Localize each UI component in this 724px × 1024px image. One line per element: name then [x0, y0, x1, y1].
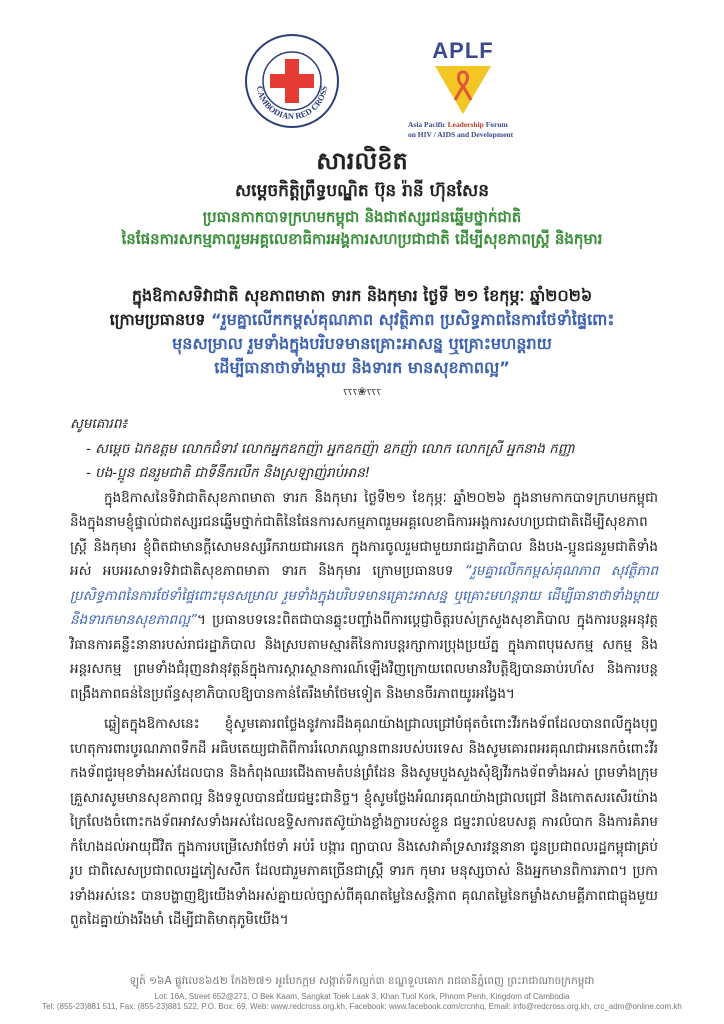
letter-title: សារលិខិត [316, 147, 408, 175]
aplf-ribbon-icon [433, 64, 493, 116]
paragraph-1: ក្នុងឱកាសនៃទិវាជាតិសុខភាពមាតា ទារក និងកុមារ ថ្ងៃទី២១ ខែកុម្ភៈ ឆ្នាំ២០២៦ ក្នុងនាមកាកបាទក្រហមកម្ពុជា និងក្នុងនាមខ្ញុំផ្ទាល់ជាឥស្សរជនឆ្នើមថ្នាក់ជាតិនៃផែនការសកម្មភាពរួមអគ្គលេខាធិការអង្គការសហប្រជាជាតិដើម្បីសុខភាពស្ត្រី និងកុមារ ខ្ញុំពិតជាមានក្ដីសោមនស្សរីករាយជាអនេក ក្នុងការចូលរួមជាមួយរាជរដ្ឋាភិបាល និងបង-ប្អូនជនរួមជាតិទាំងអស់ អបអរសាទរទិវាជាតិសុខភាពមាតា ទារក និងកុមារ ក្រោមប្រធានបទ “រួមគ្នាលើកកម្ពស់គុណភាព សុវត្ថិភាព ប្រសិទ្ធភាពនៃការថែទាំផ្ទៃពោះមុនសម្រាល រួមទាំងក្នុងបរិបទមានគ្រោះអាសន្ន ឬគ្រោះមហន្តរាយ ដើម្បីធានាថាទាំងម្ដាយ និងទារកមានសុខភាពល្អ”។ ប្រធានបទនេះពិតជាបានឆ្លុះបញ្ចាំងពីការប្ដេជ្ញាចិត្តរបស់ក្រសួងសុខាភិបាល ក្នុងការបន្តអនុវត្តវិធានការគន្លឹះនានារបស់រាជរដ្ឋាភិបាល និងស្របតាមស្មារតីនៃការបន្តរក្សាការប្រុងប្រយ័ត្ន ក្នុងភាពបុរេសកម្ម សកម្ម និងអន្តរសកម្ម ព្រមទាំងជំរុញនវានុវត្តន៍ក្នុងការស្ដារស្ថានការណ៍ឡើងវិញក្រោយពេលមានវិបត្តិឱ្យបានឆាប់រហ័ស និងការបន្តពង្រឹងភាពធន់នៃប្រព័ន្ធសុខាភិបាលឱ្យបានកាន់តែរឹងមាំថែមទៀត និងមានចីរភាពយូរអង្វែង។ [70, 489, 658, 702]
author-position: ប្រធានកាកបាទក្រហមកម្ពុជា និងជាឥស្សរជនឆ្នើមថ្នាក់ជាតិ នៃផែនការសកម្មភាពរួមអគ្គលេខាធិការអង្គការសហប្រជាជាតិ ដើម្បីសុខភាពស្ត្រី និងកុមារ [121, 208, 603, 248]
svg-text:CAMBODIAN RED CROSS: CAMBODIAN RED CROSS [254, 85, 329, 122]
letter-body [70, 412, 658, 933]
aplf-logo [398, 38, 528, 140]
greeting-item: - សម្ដេច ឯកឧត្តម លោកជំទាវ លោកអ្នកឧកញ៉ា អ្នកឧកញ៉ា ឧកញ៉ា លោក លោកស្រី អ្នកនាង កញ្ញា [86, 437, 658, 462]
occasion-heading: ក្នុងឱកាសទិវាជាតិ សុខភាពមាតា ទារក និងកុមារ ថ្ងៃទី ២១ ខែកុម្ភៈ ឆ្នាំ២០២៦ ក្រោមប្រធានបទ “រួមគ្នាលើកកម្ពស់គុណភាព សុវត្ថិភាព ប្រសិទ្ធភាពនៃការថែទាំផ្ទៃពោះ មុនសម្រាល រួមទាំងក្នុងបរិបទមានគ្រោះអាសន្ន ឬគ្រោះមហន្តរាយ ដើម្បីធានាថាទាំងម្ដាយ និងទារក មានសុខភាពល្អ” [109, 286, 615, 377]
paragraph-2: ឆ្លៀតក្នុងឱកាសនេះ ខ្ញុំសូមគោរពថ្លែងនូវការដឹងគុណយ៉ាងជ្រាលជ្រៅបំផុតចំពោះវីរកងទ័ពដែលបានពលីក្នុងបុព្វហេតុការពារបូរណភាពទឹកដី អធិបតេយ្យជាតិពីការរំលោភឈ្លានពានរបស់បរទេស និងសូមគោរពអរគុណជាអនេកចំពោះវីរកងទ័ពជួរមុខទាំងអស់ដែលបាន និងកំពុងឈរជើងតាមតំបន់ព្រំដែន និងសូមបួងសួងសុំឱ្យវីរកងទ័ពទាំងអស់ ព្រមទាំងក្រុមគ្រួសារសូមមានសុខភាពល្អ និងទទួលបានជ័យជម្នះជានិច្ច។ ខ្ញុំសូមថ្លែងអំណរគុណយ៉ាងជ្រាលជ្រៅ និងកោតសរសើរយ៉ាងក្រៃលែងចំពោះកងទ័ពអាវសទាំងអស់ដែលឧទ្ទិសការតស៊ូយ៉ាងខ្លាំងក្លារបស់ខ្លួន ជម្នះរាល់ឧបសគ្គ ការលំបាក និងការគំរាមកំហែងដល់អាយុជីវិត ក្នុងការបម្រើសេវាថែទាំ អប់រំ បង្ការ ព្យាបាល និងសេវាគាំទ្រសារវន្តនានា ជូនប្រជាពលរដ្ឋកម្ពុជាគ្រប់រូប ជាពិសេសប្រជាពលរដ្ឋភៀសសឹក ដែលជារួមភាគច្រើនជាស្ត្រី ទារក កុមារ មនុស្សចាស់ និងអ្នកមានពិការភាព។ ប្រការទាំងអស់នេះ បានបង្ហាញឱ្យយើងទាំងអស់គ្នាយល់ច្បាស់ពីគុណតម្លៃនៃសន្តិភាព គុណតម្លៃនៃកម្លាំងសាមគ្គីភាពជាធ្លុងមួយ ពួតដៃគ្នាយ៉ាងរឹងមាំ ដើម្បីជាតិមាតុភូមិយើង។ [70, 716, 658, 928]
aplf-name: APLF [432, 38, 494, 63]
footer [0, 975, 724, 1011]
cambodian-red-cross-logo [243, 32, 341, 130]
footer-address-khmer: ឡូត៍ ១៦A ផ្លូវលេខ៦៥២ កែង២៧១ អូរបែកក្អម សង្កាត់ទឹកល្អក់៣ ខណ្ឌទួលគោក រាជធានីភ្នំពេញ ព្រះរាជាណាចក្រកម្ពុជា [129, 975, 595, 987]
greeting-list [70, 437, 658, 486]
footer-contact: Tel: (855-23)881 511, Fax: (855-23)881 522, P.O. Box: 69, Web: www.redcross.org.kh, Facebook: www.facebook.com/crcnhq, Email: info@redcross.org.kh, crc_adm@online.com.kh [42, 1002, 682, 1011]
greeting-item: - បង-ប្អូន ជនរួមជាតិ ជាទីនឹករលឹក និងស្រឡាញ់រាប់អាន! [86, 461, 658, 486]
aplf-subtitle: Asia Pacific Leadership Forum on HIV / AIDS and Development [408, 120, 514, 139]
footer-address-english: Lot: 16A, Street 652@271, O Bek Kaam, Sangkat Toek Laak 3, Khan Tuol Kork, Phnom Penh, Kingdom of Cambodia [154, 992, 570, 1001]
author-name: សម្ដេចកិត្តិព្រឹទ្ធបណ្ឌិត ប៊ុន រ៉ានី ហ៊ុនសែន [235, 181, 489, 201]
letterhead-logos [0, 20, 724, 139]
ornament-divider: ꧏꧏꧏ❀ꧏꧏꧏ [342, 385, 382, 398]
salutation: សូមគោរព៖ [70, 416, 128, 432]
